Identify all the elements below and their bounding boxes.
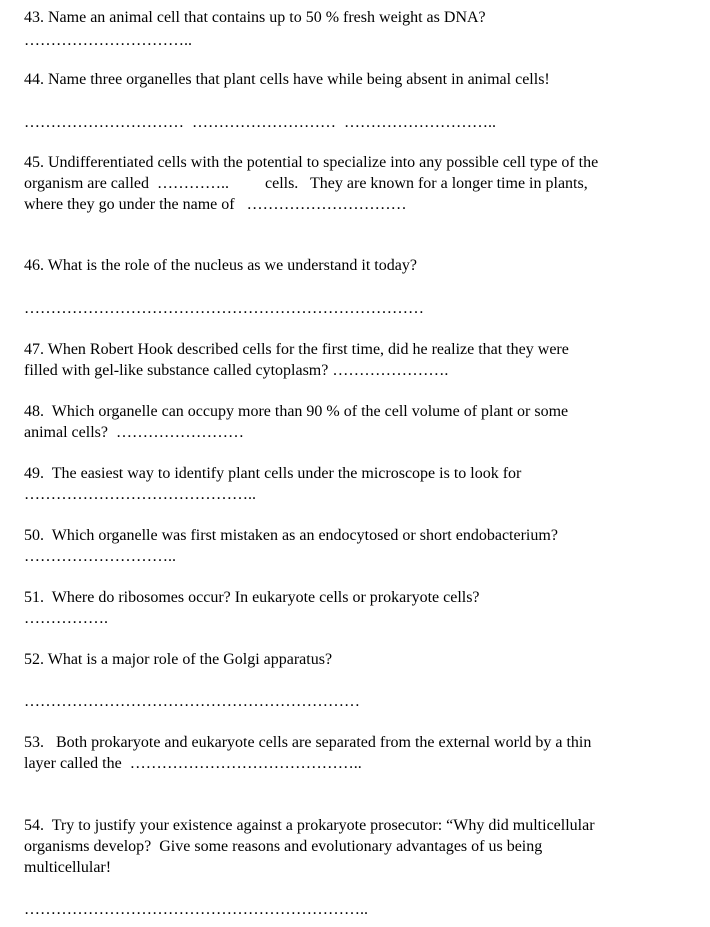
question-54-answer-blank: ……………………………………………………….. — [24, 901, 368, 918]
question-54-text-line-1: 54. Try to justify your existence against a prokaryote prosecutor: “Why did multicellular — [24, 817, 595, 834]
question-43-text: 43. Name an animal cell that contains up to 50 % fresh weight as DNA? — [24, 9, 486, 26]
question-47-text-line-1: 47. When Robert Hook described cells for the first time, did he realize that they were — [24, 341, 569, 358]
question-53-text-line-1: 53. Both prokaryote and eukaryote cells are separated from the external world by a thin — [24, 734, 592, 751]
question-48-text-line-2: animal cells? …………………… — [24, 424, 244, 441]
question-50-text: 50. Which organelle was first mistaken as an endocytosed or short endobacterium? — [24, 527, 558, 544]
question-49-answer-blank: …………………………………….. — [24, 486, 256, 503]
question-46-text: 46. What is the role of the nucleus as we understand it today? — [24, 257, 417, 274]
question-45-text-line-3: where they go under the name of ………………………… — [24, 196, 407, 213]
question-51-text: 51. Where do ribosomes occur? In eukaryote cells or prokaryote cells? — [24, 589, 480, 606]
question-45-text-line-2: organism are called ………….. cells. They are known for a longer time in plants, — [24, 175, 588, 192]
question-49-text: 49. The easiest way to identify plant cells under the microscope is to look for — [24, 465, 522, 482]
question-54-text-line-2: organisms develop? Give some reasons and evolutionary advantages of us being — [24, 838, 543, 855]
question-52-text: 52. What is a major role of the Golgi apparatus? — [24, 651, 333, 668]
question-52-answer-blank: ……………………………………………………… — [24, 693, 360, 710]
question-44-text: 44. Name three organelles that plant cells have while being absent in animal cells! — [24, 71, 550, 88]
question-48-text-line-1: 48. Which organelle can occupy more than 90 % of the cell volume of plant or some — [24, 403, 569, 420]
question-54-text-line-3: multicellular! — [24, 859, 112, 876]
question-43-answer-blank: ………………………….. — [24, 32, 192, 49]
question-44-answer-blank: ………………………… ……………………… ……………………….. — [24, 114, 496, 131]
question-47-text-line-2: filled with gel-like substance called cytoplasm? …………………. — [24, 362, 449, 379]
question-53-text-line-2: layer called the …………………………………….. — [24, 755, 362, 772]
question-45-text-line-1: 45. Undifferentiated cells with the potential to specialize into any possible cell type of the — [24, 154, 599, 171]
question-51-answer-blank: ……………. — [24, 610, 108, 627]
question-46-answer-blank: ………………………………………………………………… — [24, 300, 424, 317]
question-50-answer-blank: ……………………….. — [24, 548, 176, 565]
